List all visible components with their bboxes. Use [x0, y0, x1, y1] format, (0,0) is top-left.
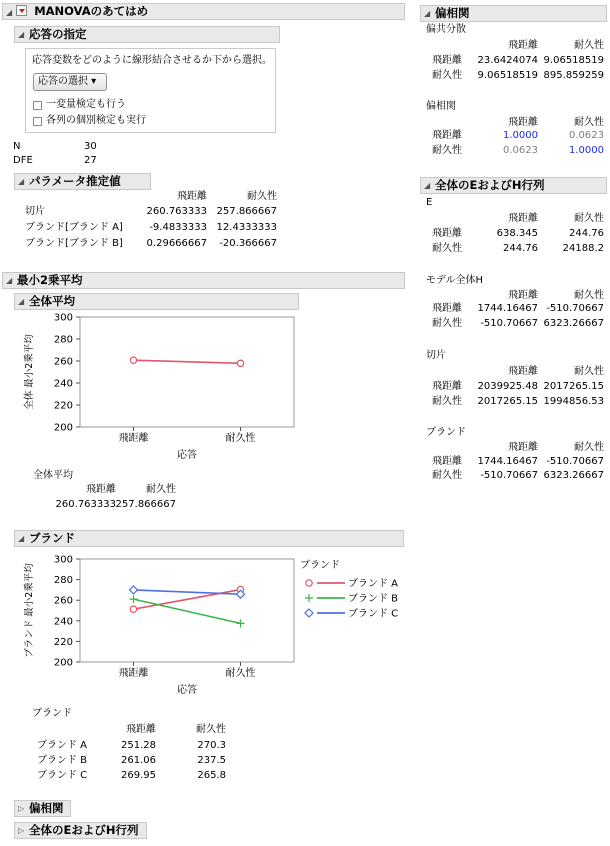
brand-title: ブランド: [29, 531, 75, 545]
lsmeans-header[interactable]: [2, 272, 405, 289]
overall-mean-title: 全体平均: [29, 294, 75, 308]
x-tick-label: 耐久性: [225, 668, 256, 679]
univariate-test-checkbox[interactable]: [33, 101, 42, 110]
x-axis-title: 応答: [177, 450, 197, 461]
each-column-test-label: 各列の個別検定も実行: [46, 115, 146, 126]
response-spec-header[interactable]: [14, 26, 280, 43]
eh-block-title: ブランド: [426, 427, 466, 438]
eh-cell: 6323.26667: [543, 318, 604, 329]
dfe-value: 27: [84, 155, 97, 166]
y-tick-label: 220: [53, 400, 73, 412]
brand-header[interactable]: [14, 530, 404, 547]
param-cell: 260.763333: [146, 206, 207, 217]
red-triangle-menu-icon[interactable]: [16, 5, 27, 16]
brand-row-label: ブランド B: [37, 755, 88, 766]
x-tick-label: 飛距離: [118, 668, 149, 679]
brand-table-title: ブランド: [32, 708, 72, 719]
param-cell: 0.29666667: [146, 238, 207, 249]
response-spec-title: 応答の指定: [29, 27, 87, 41]
cov-col-header: 飛距離: [508, 40, 538, 51]
brand-row-label: ブランド C: [37, 770, 88, 781]
eh-collapsed-header[interactable]: [14, 822, 147, 839]
choose-response-button[interactable]: 応答の選択 ▾: [33, 73, 107, 91]
eh-col-header: 耐久性: [574, 213, 604, 224]
eh-cell: 1744.16467: [477, 456, 538, 467]
response-spec-panel: [25, 48, 276, 133]
corr-col-header: 飛距離: [508, 117, 538, 128]
n-value: 30: [84, 141, 97, 152]
eh-cell: 638.345: [496, 228, 538, 239]
cov-row-label: 耐久性: [432, 70, 462, 81]
legend-label: ブランド A: [348, 578, 399, 590]
disclosure-open-icon[interactable]: ◢: [6, 276, 13, 285]
eh-row-label: 耐久性: [432, 318, 462, 329]
param-cell: -20.366667: [219, 238, 277, 249]
eh-block-title: 切片: [426, 350, 446, 361]
overall-mean-header[interactable]: [14, 293, 299, 310]
response-instruction: 応答変数をどのように線形結合させるか下から選択。: [32, 55, 272, 66]
legend-marker: [305, 594, 313, 602]
brand-lsmeans-chart: [20, 552, 305, 707]
legend-label: ブランド B: [348, 593, 399, 605]
brand-col-header: 耐久性: [196, 724, 226, 735]
lsmeans-title: 最小2乗平均: [17, 273, 83, 287]
eh-title: 全体のEおよびH行列: [435, 178, 545, 192]
y-tick-label: 240: [53, 616, 73, 628]
eh-cell: 2017265.15: [543, 381, 604, 392]
eh-collapsed-title: 全体のEおよびH行列: [29, 823, 139, 837]
disclosure-closed-icon[interactable]: ▷: [18, 826, 25, 835]
brand-legend: [300, 575, 410, 623]
cov-row-label: 飛距離: [432, 55, 462, 66]
brand-cell: 270.3: [197, 740, 226, 751]
eh-col-header: 耐久性: [574, 290, 604, 301]
cov-cell: 9.06518519: [477, 70, 538, 81]
data-point: [237, 360, 243, 366]
eh-cell: 2017265.15: [477, 396, 538, 407]
eh-cell: 1744.16467: [477, 303, 538, 314]
eh-cell: 244.76: [569, 228, 604, 239]
eh-row-label: 耐久性: [432, 243, 462, 254]
y-tick-label: 300: [53, 554, 73, 566]
cov-cell: 9.06518519: [543, 55, 604, 66]
cov-cell: 895.859259: [543, 70, 604, 81]
dfe-label: DFE: [13, 155, 33, 166]
brand-row-label: ブランド A: [37, 740, 88, 751]
brand-cell: 269.95: [121, 770, 156, 781]
y-tick-label: 280: [53, 575, 73, 587]
y-axis-title: 全体 最小2乗平均: [24, 334, 35, 410]
plot-frame: [80, 317, 294, 427]
eh-cell: 244.76: [503, 243, 538, 254]
brand-cell: 251.28: [121, 740, 156, 751]
param-col-header: 耐久性: [247, 191, 277, 202]
eh-cell: 24188.2: [562, 243, 604, 254]
corr-row-label: 飛距離: [432, 130, 462, 141]
data-point: [130, 357, 136, 363]
eh-block-title: E: [426, 197, 433, 208]
cov-title: 偏共分散: [426, 24, 466, 35]
eh-cell: -510.70667: [480, 318, 538, 329]
eh-cell: 1994856.53: [543, 396, 604, 407]
cov-col-header: 耐久性: [574, 40, 604, 51]
param-estimates-title: パラメータ推定値: [29, 174, 121, 188]
data-point: [130, 606, 136, 612]
eh-row-label: 耐久性: [432, 396, 462, 407]
overall-cell: 260.763333: [55, 499, 116, 510]
legend-marker: [305, 609, 313, 617]
eh-cell: 6323.26667: [543, 470, 604, 481]
corr-title: 偏相関: [426, 101, 456, 112]
corr-cell: 0.0623: [569, 130, 604, 141]
disclosure-open-icon[interactable]: ◢: [18, 297, 25, 306]
x-tick-label: 耐久性: [225, 433, 256, 444]
param-row-label: ブランド[ブランド A]: [25, 222, 123, 233]
param-cell: 257.866667: [216, 206, 277, 217]
overall-table-title: 全体平均: [33, 470, 73, 481]
corr-cell: 1.0000: [503, 130, 538, 141]
manova-title: MANOVAのあてはめ: [34, 4, 149, 18]
eh-col-header: 飛距離: [508, 290, 538, 301]
eh-row-label: 耐久性: [432, 470, 462, 481]
manova-header[interactable]: [2, 3, 405, 20]
y-tick-label: 280: [53, 334, 73, 346]
partial-corr-header[interactable]: [420, 5, 607, 22]
eh-block-title: モデル全体H: [426, 275, 484, 286]
eh-col-header: 飛距離: [508, 366, 538, 377]
legend-marker: [306, 580, 312, 586]
each-column-test-checkbox[interactable]: [33, 117, 42, 126]
n-label: N: [13, 141, 21, 152]
eh-row-label: 飛距離: [432, 228, 462, 239]
eh-col-header: 飛距離: [508, 442, 538, 453]
y-tick-label: 260: [53, 356, 73, 368]
param-cell: 12.4333333: [216, 222, 277, 233]
disclosure-open-icon[interactable]: ◢: [18, 30, 25, 39]
param-col-header: 飛距離: [177, 191, 207, 202]
partial-corr-title: 偏相関: [435, 6, 470, 20]
eh-col-header: 飛距離: [508, 213, 538, 224]
disclosure-open-icon[interactable]: ◢: [6, 8, 13, 17]
y-tick-label: 260: [53, 595, 73, 607]
param-row-label: 切片: [25, 206, 45, 217]
brand-cell: 237.5: [197, 755, 226, 766]
y-tick-label: 300: [53, 312, 73, 324]
eh-cell: 2039925.48: [477, 381, 538, 392]
overall-col-header: 耐久性: [146, 484, 176, 495]
x-tick-label: 飛距離: [118, 433, 149, 444]
eh-cell: -510.70667: [546, 456, 604, 467]
eh-header[interactable]: [420, 177, 607, 194]
y-tick-label: 200: [53, 422, 73, 434]
eh-row-label: 飛距離: [432, 456, 462, 467]
param-estimates-header[interactable]: [14, 173, 151, 190]
cov-cell: 23.6424074: [477, 55, 538, 66]
disclosure-closed-icon[interactable]: ▷: [18, 804, 25, 813]
eh-row-label: 飛距離: [432, 381, 462, 392]
corr-cell: 0.0623: [503, 145, 538, 156]
disclosure-open-icon[interactable]: ◢: [424, 9, 431, 18]
partial-corr-collapsed-header[interactable]: [14, 800, 71, 817]
disclosure-open-icon[interactable]: ◢: [424, 181, 431, 190]
corr-cell: 1.0000: [569, 145, 604, 156]
overall-lsmeans-chart: [20, 310, 305, 470]
y-tick-label: 200: [53, 657, 73, 669]
legend-label: ブランド C: [348, 608, 399, 620]
param-row-label: ブランド[ブランド B]: [25, 238, 123, 249]
eh-row-label: 飛距離: [432, 303, 462, 314]
param-cell: -9.4833333: [149, 222, 207, 233]
eh-cell: -510.70667: [480, 470, 538, 481]
y-tick-label: 240: [53, 378, 73, 390]
univariate-test-label: 一変量検定も行う: [46, 99, 126, 110]
legend-title: ブランド: [300, 560, 340, 571]
eh-col-header: 耐久性: [574, 442, 604, 453]
brand-cell: 261.06: [121, 755, 156, 766]
eh-cell: -510.70667: [546, 303, 604, 314]
disclosure-open-icon[interactable]: ◢: [18, 177, 25, 186]
corr-col-header: 耐久性: [574, 117, 604, 128]
y-axis-title: ブランド 最小2乗平均: [24, 563, 35, 658]
eh-col-header: 耐久性: [574, 366, 604, 377]
brand-cell: 265.8: [197, 770, 226, 781]
y-tick-label: 220: [53, 636, 73, 648]
partial-corr-collapsed-title: 偏相関: [29, 801, 64, 815]
disclosure-open-icon[interactable]: ◢: [18, 534, 25, 543]
x-axis-title: 応答: [177, 685, 197, 696]
overall-col-header: 飛距離: [86, 484, 116, 495]
corr-row-label: 耐久性: [432, 145, 462, 156]
overall-cell: 257.866667: [115, 499, 176, 510]
brand-col-header: 飛距離: [126, 724, 156, 735]
